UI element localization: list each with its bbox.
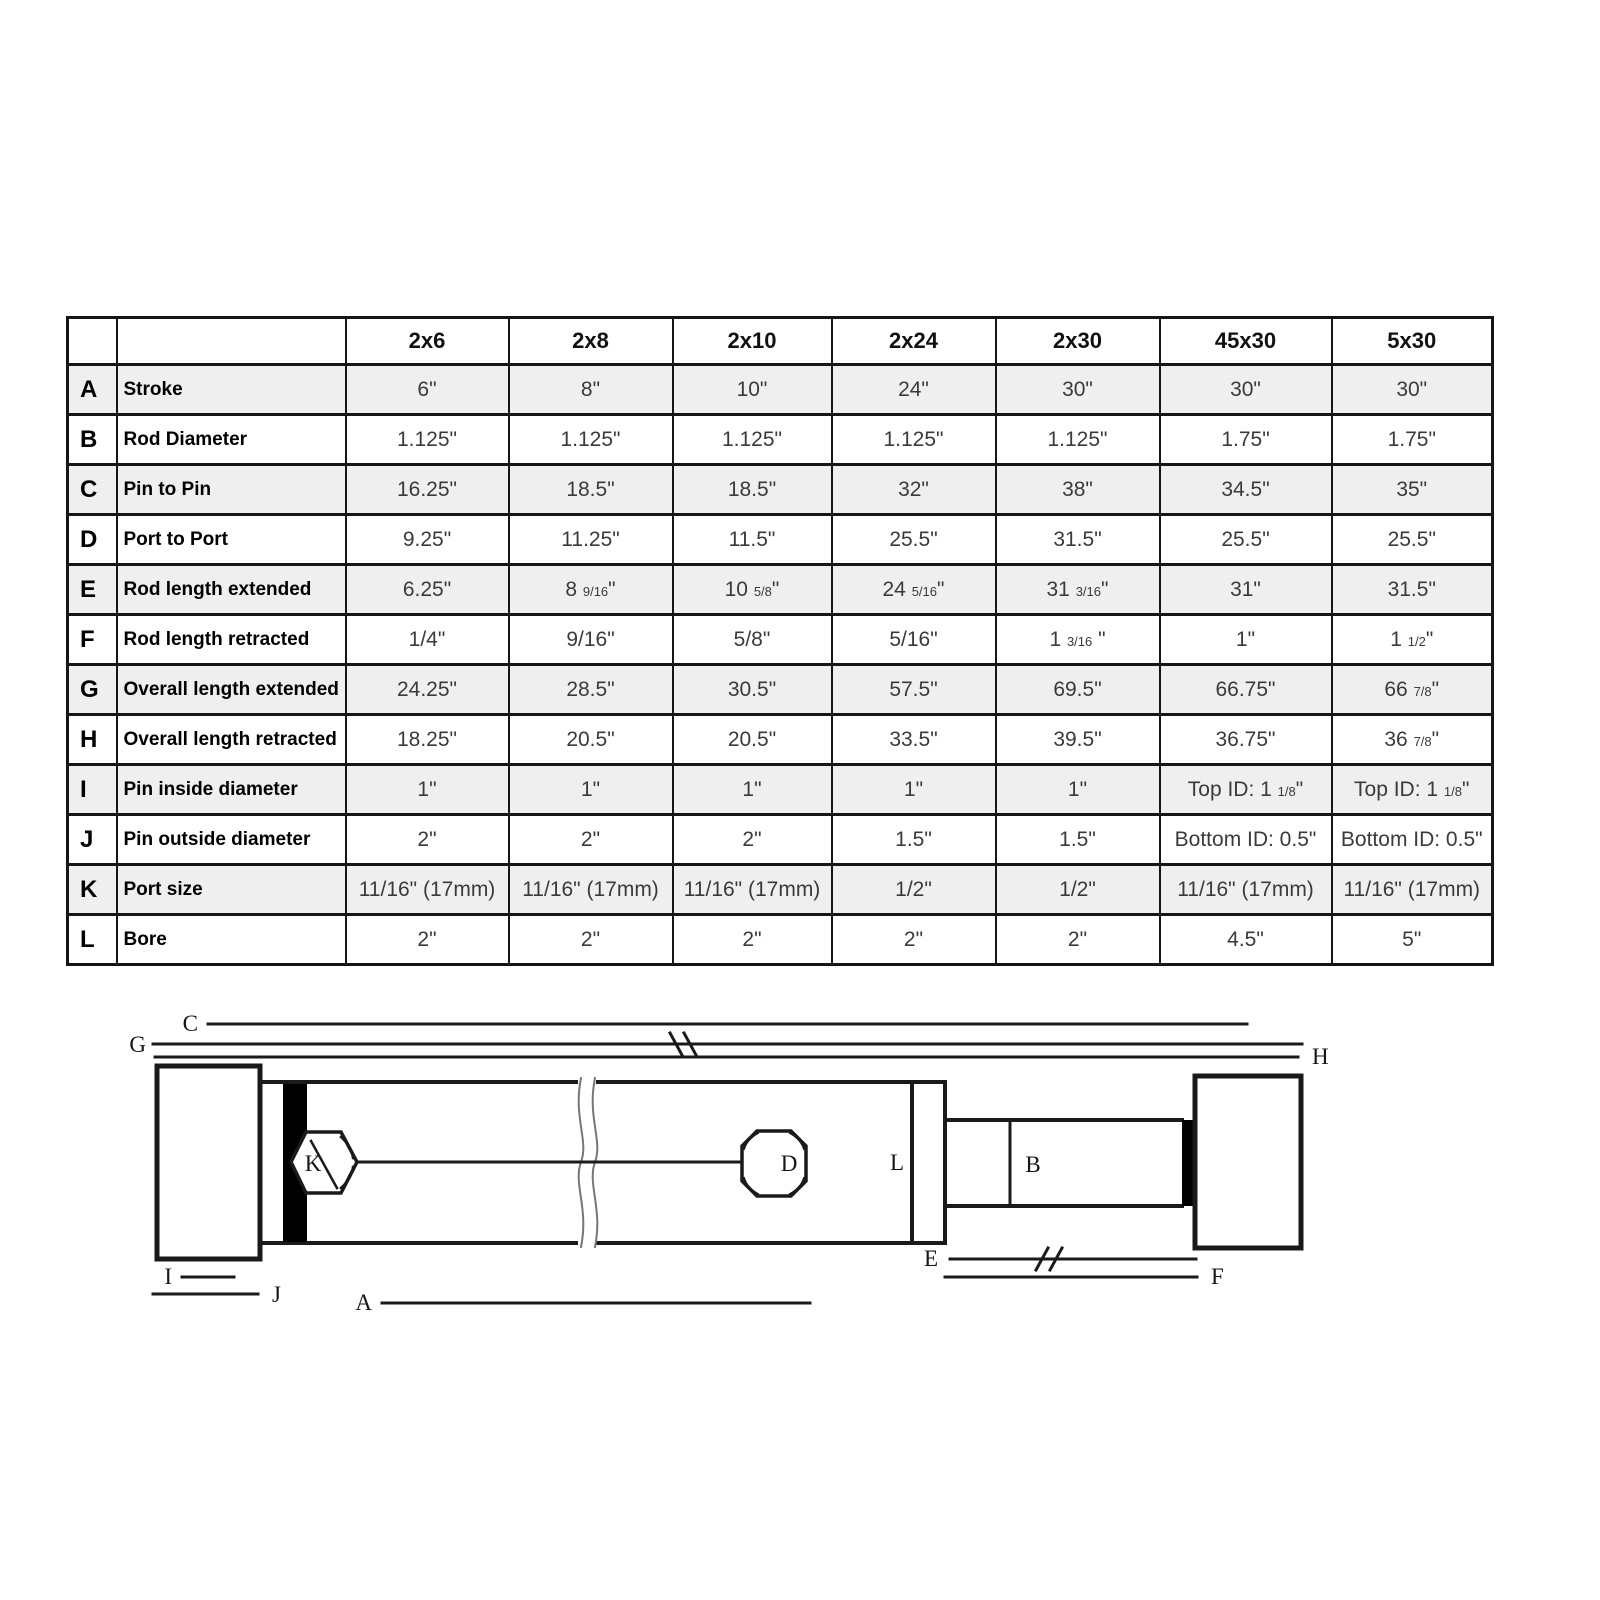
spec-value: 36.75"	[1160, 715, 1332, 765]
spec-value: 25.5"	[832, 515, 996, 565]
row-letter: J	[68, 815, 117, 865]
spec-value: 1"	[509, 765, 673, 815]
spec-value: 11.5"	[673, 515, 832, 565]
spec-value: 5/16"	[832, 615, 996, 665]
spec-value: 18.25"	[346, 715, 509, 765]
left-clevis	[157, 1066, 260, 1259]
spec-value: 28.5"	[509, 665, 673, 715]
row-letter: K	[68, 865, 117, 915]
spec-value: 1.5"	[996, 815, 1160, 865]
spec-value: 4.5"	[1160, 915, 1332, 965]
spec-value: 30"	[1332, 365, 1493, 415]
spec-value: 8"	[509, 365, 673, 415]
spec-value: 1.125"	[346, 415, 509, 465]
spec-value: 2"	[346, 815, 509, 865]
column-header: 2x24	[832, 318, 996, 365]
row-label: Stroke	[117, 365, 346, 415]
spec-value: 1.5"	[832, 815, 996, 865]
spec-value: 38"	[996, 465, 1160, 515]
spec-value: 10"	[673, 365, 832, 415]
fraction: 1/8	[1277, 783, 1296, 799]
spec-value: 33.5"	[832, 715, 996, 765]
spec-value: 2"	[346, 915, 509, 965]
row-label: Port to Port	[117, 515, 346, 565]
spec-value: 11/16" (17mm)	[1160, 865, 1332, 915]
dim-label-g: G	[129, 1032, 146, 1057]
spec-value: 30.5"	[673, 665, 832, 715]
fraction: 5/8	[753, 583, 772, 599]
spec-value: 24"	[832, 365, 996, 415]
row-letter: G	[68, 665, 117, 715]
spec-value: 25.5"	[1332, 515, 1493, 565]
row-letter: E	[68, 565, 117, 615]
part-label-b: B	[1025, 1152, 1041, 1177]
right-clevis	[1195, 1076, 1301, 1248]
spec-value: 1"	[1160, 615, 1332, 665]
row-letter: F	[68, 615, 117, 665]
spec-value: 2"	[509, 915, 673, 965]
spec-value: 20.5"	[673, 715, 832, 765]
spec-value: 2"	[673, 915, 832, 965]
spec-value: 31"	[1160, 565, 1332, 615]
dim-label-i: I	[164, 1264, 172, 1289]
part-label-d: D	[780, 1151, 798, 1176]
spec-value: 66 7/8"	[1332, 665, 1493, 715]
spec-value: 66.75"	[1160, 665, 1332, 715]
spec-value: 10 5/8"	[673, 565, 832, 615]
column-header: 2x10	[673, 318, 832, 365]
spec-value: 11/16" (17mm)	[673, 865, 832, 915]
spec-value: 1/2"	[996, 865, 1160, 915]
spec-value: 24 5/16"	[832, 565, 996, 615]
spec-value: 1"	[673, 765, 832, 815]
row-letter: A	[68, 365, 117, 415]
fraction: 3/16	[1066, 633, 1093, 649]
row-letter: H	[68, 715, 117, 765]
spec-value: 1.125"	[832, 415, 996, 465]
spec-value: 24.25"	[346, 665, 509, 715]
spec-value: 35"	[1332, 465, 1493, 515]
spec-value: 1 1/2"	[1332, 615, 1493, 665]
spec-value: 1/4"	[346, 615, 509, 665]
spec-value: 36 7/8"	[1332, 715, 1493, 765]
row-label: Rod Diameter	[117, 415, 346, 465]
spec-value: 30"	[996, 365, 1160, 415]
column-header: 45x30	[1160, 318, 1332, 365]
spec-value: 30"	[1160, 365, 1332, 415]
spec-value: 1.125"	[996, 415, 1160, 465]
spec-value: 1.125"	[673, 415, 832, 465]
spec-value: 1.75"	[1160, 415, 1332, 465]
row-letter: C	[68, 465, 117, 515]
row-label: Pin inside diameter	[117, 765, 346, 815]
row-label: Port size	[117, 865, 346, 915]
dim-label-j: J	[272, 1282, 281, 1307]
part-label-k: K	[304, 1151, 322, 1176]
spec-value: 2"	[996, 915, 1160, 965]
dim-label-e: E	[923, 1246, 938, 1271]
spec-value: 9/16"	[509, 615, 673, 665]
row-label: Overall length extended	[117, 665, 346, 715]
fraction: 1/8	[1443, 783, 1462, 799]
spec-value: 5/8"	[673, 615, 832, 665]
row-letter: B	[68, 415, 117, 465]
column-header: 2x8	[509, 318, 673, 365]
dim-label-f: F	[1211, 1264, 1224, 1289]
spec-value: 32"	[832, 465, 996, 515]
spec-value: 34.5"	[1160, 465, 1332, 515]
dim-label-a: A	[355, 1290, 372, 1315]
row-label: Rod length retracted	[117, 615, 346, 665]
spec-value: 1.75"	[1332, 415, 1493, 465]
spec-value: Bottom ID: 0.5"	[1160, 815, 1332, 865]
spec-value: 20.5"	[509, 715, 673, 765]
fraction: 1/2	[1407, 633, 1426, 649]
spec-value: 31 3/16"	[996, 565, 1160, 615]
spec-value: 1.125"	[509, 415, 673, 465]
row-letter: L	[68, 915, 117, 965]
spec-value: 1/2"	[832, 865, 996, 915]
spec-value: 2"	[673, 815, 832, 865]
row-label: Overall length retracted	[117, 715, 346, 765]
spec-value: 57.5"	[832, 665, 996, 715]
row-label: Bore	[117, 915, 346, 965]
spec-value: 6.25"	[346, 565, 509, 615]
spec-value: 11/16" (17mm)	[509, 865, 673, 915]
spec-value: Top ID: 1 1/8"	[1332, 765, 1493, 815]
row-label: Pin to Pin	[117, 465, 346, 515]
row-label: Pin outside diameter	[117, 815, 346, 865]
spec-value: 1"	[996, 765, 1160, 815]
spec-value: Top ID: 1 1/8"	[1160, 765, 1332, 815]
spec-value: 2"	[509, 815, 673, 865]
row-label: Rod length extended	[117, 565, 346, 615]
part-label-l: L	[889, 1150, 905, 1175]
spec-value: 1 3/16 "	[996, 615, 1160, 665]
spec-value: 2"	[832, 915, 996, 965]
spec-value: 8 9/16"	[509, 565, 673, 615]
spec-value: 9.25"	[346, 515, 509, 565]
fraction: 7/8	[1413, 733, 1432, 749]
spec-value: Bottom ID: 0.5"	[1332, 815, 1493, 865]
dim-label-h: H	[1312, 1044, 1329, 1069]
fraction: 9/16	[582, 583, 609, 599]
spec-value: 39.5"	[996, 715, 1160, 765]
spec-value: 11/16" (17mm)	[346, 865, 509, 915]
spec-value: 1"	[346, 765, 509, 815]
fraction: 5/16	[911, 583, 938, 599]
spec-value: 5"	[1332, 915, 1493, 965]
spec-value: 11.25"	[509, 515, 673, 565]
column-header: 2x30	[996, 318, 1160, 365]
row-letter: I	[68, 765, 117, 815]
spec-value: 69.5"	[996, 665, 1160, 715]
spec-value: 18.5"	[509, 465, 673, 515]
row-letter: D	[68, 515, 117, 565]
spec-value: 6"	[346, 365, 509, 415]
spec-value: 18.5"	[673, 465, 832, 515]
spec-value: 1"	[832, 765, 996, 815]
fraction: 3/16	[1075, 583, 1102, 599]
column-header: 2x6	[346, 318, 509, 365]
spec-value: 25.5"	[1160, 515, 1332, 565]
fraction: 7/8	[1413, 683, 1432, 699]
spec-value: 11/16" (17mm)	[1332, 865, 1493, 915]
spec-value: 31.5"	[1332, 565, 1493, 615]
spec-value: 31.5"	[996, 515, 1160, 565]
dim-label-c: C	[182, 1011, 198, 1036]
spec-value: 16.25"	[346, 465, 509, 515]
column-header: 5x30	[1332, 318, 1493, 365]
